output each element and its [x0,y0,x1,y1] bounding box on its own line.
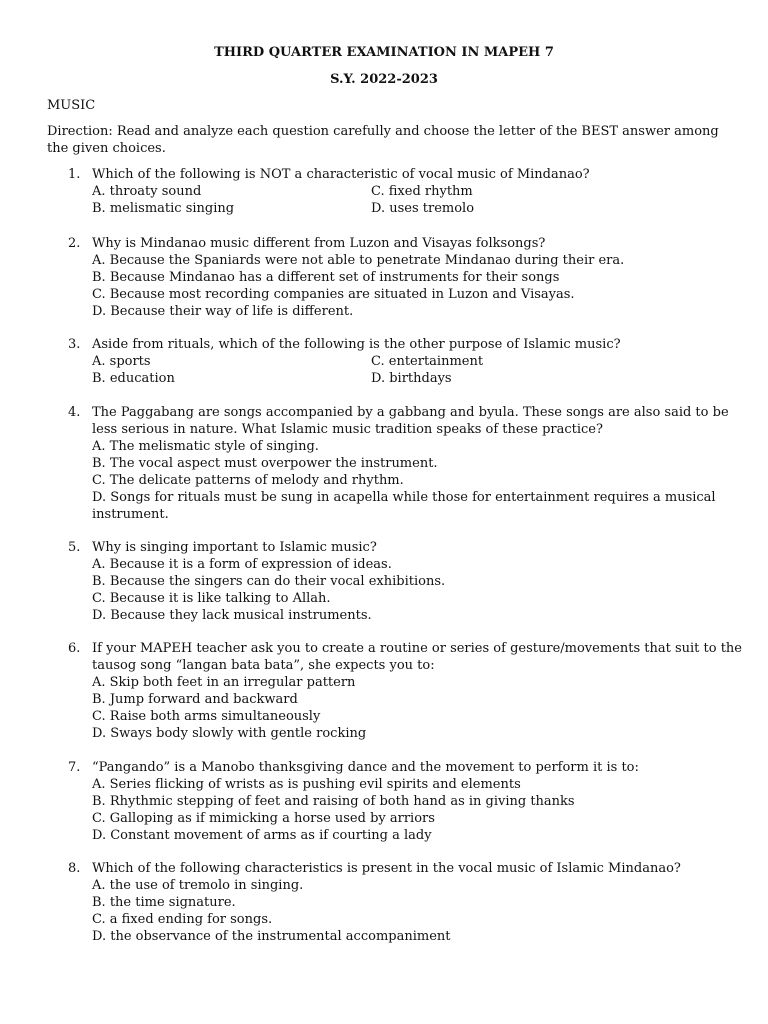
option-c: C. The delicate patterns of melody and rhythm. [92,473,404,488]
option-d: D. Sways body slowly with gentle rocking [92,726,367,741]
option-a: A. sports [92,354,151,369]
options [92,183,743,217]
option-b: B. Jump forward and backward [92,692,298,707]
options [92,252,743,320]
option-d: D. the observance of the instrumental accompaniment [92,929,451,944]
options [92,776,743,844]
option-a: A. throaty sound [92,184,202,199]
question-8 [68,860,743,945]
option-d: D. birthdays [371,371,452,386]
question-number: 5. [68,540,81,555]
option-b: B. education [92,371,175,386]
question-text: Which of the following characteristics is present in the vocal music of Islamic Mindanao? [92,861,681,876]
option-d: D. uses tremolo [371,201,475,216]
question-text: “Pangando” is a Manobo thanksgiving dance and the movement to perform it is to: [92,760,639,775]
option-d: D. Songs for rituals must be sung in acapella while those for entertainment requires a musical instrument. [92,490,716,522]
question-text: The Paggabang are songs accompanied by a gabbang and byula. These songs are also said to be less serious in nature. What Islamic music tradition speaks of these practice? [92,405,729,437]
option-b: B. melismatic singing [92,201,235,216]
question-number: 8. [68,861,81,876]
option-a: A. the use of tremolo in singing. [92,878,304,893]
option-a: A. Series flicking of wrists as is pushing evil spirits and elements [92,777,521,792]
question-3 [68,336,743,387]
directions: Direction: Read and analyze each question carefully and choose the letter of the BEST answer among the given choices. [47,124,719,156]
option-d: D. Constant movement of arms as if courting a lady [92,828,432,843]
option-c: C. Because it is like talking to Allah. [92,591,331,606]
option-c: C. a fixed ending for songs. [92,912,273,927]
question-text: Which of the following is NOT a characteristic of vocal music of Mindanao? [92,167,590,182]
option-b: B. the time signature. [92,895,236,910]
option-c: C. Galloping as if mimicking a horse used by arriors [92,811,435,826]
options [92,556,743,624]
options [92,877,743,945]
question-text: Aside from rituals, which of the following is the other purpose of Islamic music? [92,337,621,352]
option-a: A. Because it is a form of expression of ideas. [92,557,392,572]
option-b: B. Because Mindanao has a different set of instruments for their songs [92,270,560,285]
option-d: D. Because their way of life is different. [92,304,354,319]
question-text: Why is Mindanao music different from Luzon and Visayas folksongs? [92,236,546,251]
question-number: 7. [68,760,81,775]
subject-heading: MUSIC [47,98,96,113]
question-number: 3. [68,337,81,352]
question-number: 4. [68,405,81,420]
option-c: C. Raise both arms simultaneously [92,709,321,724]
option-c: C. entertainment [371,354,484,369]
options [92,438,743,523]
option-b: B. Because the singers can do their vocal exhibitions. [92,574,446,589]
question-number: 2. [68,236,81,251]
question-5 [68,539,743,624]
option-c: C. fixed rhythm [371,184,473,199]
options [92,674,743,742]
question-text: If your MAPEH teacher ask you to create a routine or series of gesture/movements that suit to the tausog song “langan bata bata”, she expects you to: [92,641,742,673]
question-2 [68,235,743,320]
question-1 [68,166,743,217]
option-a: A. Skip both feet in an irregular pattern [92,675,356,690]
exam-title: THIRD QUARTER EXAMINATION IN MAPEH 7 [214,45,554,60]
question-number: 1. [68,167,81,182]
option-b: B. The vocal aspect must overpower the instrument. [92,456,438,471]
option-a: A. The melismatic style of singing. [92,439,319,454]
school-year: S.Y. 2022-2023 [330,72,438,87]
question-6 [68,640,743,742]
question-number: 6. [68,641,81,656]
question-7 [68,759,743,844]
question-4 [68,404,743,523]
options [92,353,743,387]
option-d: D. Because they lack musical instruments. [92,608,372,623]
option-b: B. Rhythmic stepping of feet and raising of both hand as in giving thanks [92,794,575,809]
option-a: A. Because the Spaniards were not able to penetrate Mindanao during their era. [92,253,625,268]
option-c: C. Because most recording companies are situated in Luzon and Visayas. [92,287,575,302]
question-text: Why is singing important to Islamic music? [92,540,377,555]
